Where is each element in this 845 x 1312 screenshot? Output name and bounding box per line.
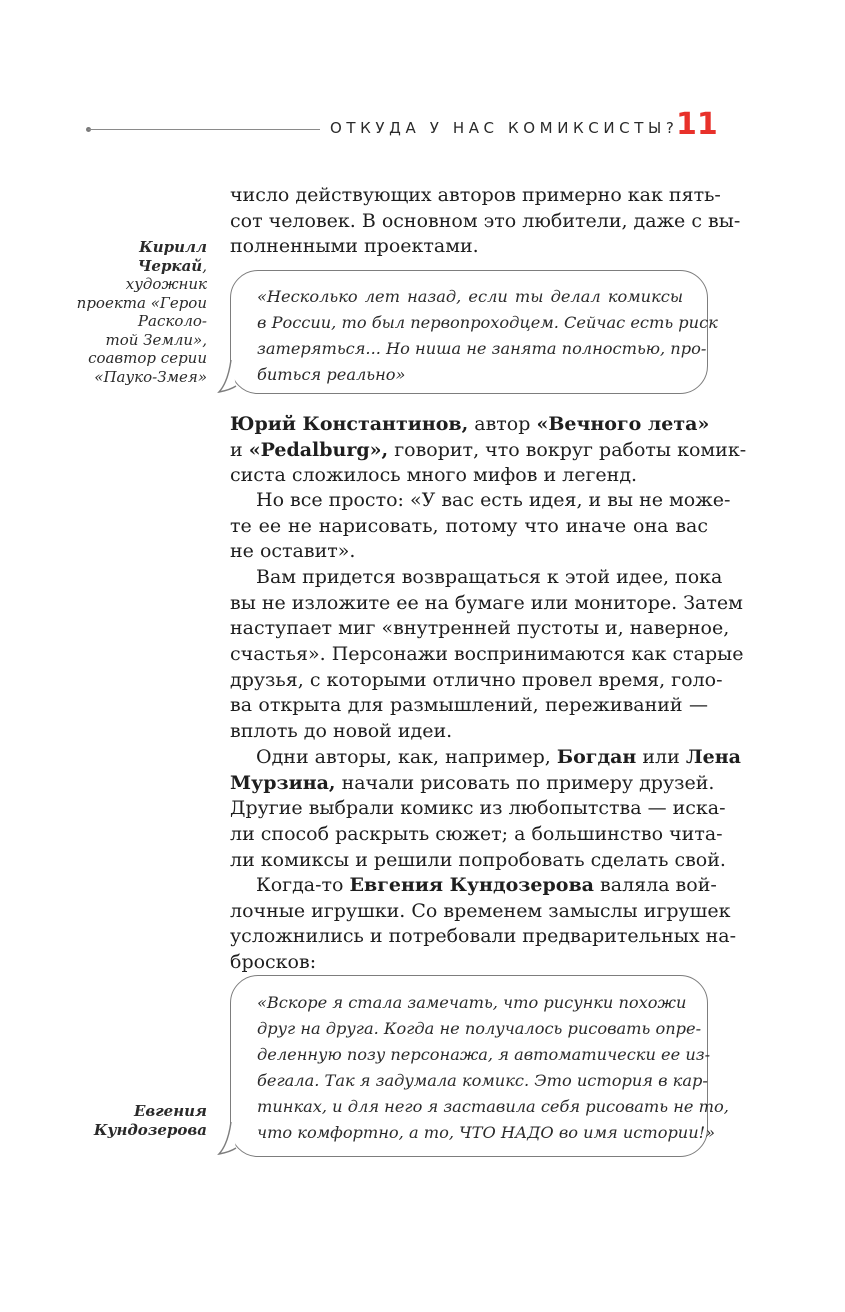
- quote-line: друг на друга. Когда не получалось рисовать опре-: [257, 1019, 702, 1038]
- page-number: 11: [676, 107, 718, 142]
- text-line: Мурзина, начали рисовать по примеру друзей.: [230, 771, 715, 794]
- side-note-desc: художник: [125, 275, 207, 293]
- running-title: ОТКУДА У НАС КОМИКСИСТЫ?: [330, 119, 679, 137]
- text-line: Вам придется возвращаться к этой идее, пока: [256, 566, 723, 588]
- intro-paragraph: [230, 183, 741, 260]
- quote-line: «Несколько лет назад, если ты делал комиксы: [257, 287, 683, 306]
- text-line: вплоть до новой идеи.: [230, 720, 453, 743]
- side-note-surname: Кундозерова: [93, 1120, 207, 1139]
- text-line: счастья». Персонажи воспринимаются как старые: [230, 643, 744, 666]
- quote-line: деленную позу персонажа, я автоматически ее из-: [257, 1045, 711, 1064]
- paragraph: [230, 412, 747, 489]
- text-line: и «Pedalburg», говорит, что вокруг работы комик-: [230, 438, 747, 461]
- header-rule: [88, 129, 320, 130]
- quote-text: [257, 284, 718, 388]
- text-line: ли способ раскрыть сюжет; а большинство чита-: [230, 823, 723, 846]
- quote-line: что комфортно, а то, ЧТО НАДО во имя истории!»: [257, 1123, 716, 1142]
- text-line: вы не изложите ее на бумаге или мониторе. Затем: [230, 591, 743, 614]
- side-note-author: [94, 1102, 207, 1139]
- text-line: лочные игрушки. Со временем замыслы игрушек: [230, 899, 731, 922]
- bubble-tail: [218, 360, 238, 396]
- side-note-comma: ,: [202, 256, 207, 275]
- text-line: бросков:: [230, 951, 317, 974]
- text-line: Когда-то Евгения Кундозерова валяла вой-: [256, 874, 717, 896]
- person-name: Богдан: [556, 746, 637, 768]
- quote-text: [257, 990, 729, 1146]
- person-name: Евгения Кундозерова: [349, 874, 594, 896]
- side-note-desc: проекта «Герои: [76, 293, 207, 312]
- quote-line: затеряться... Но ниша не занята полностью, про-: [257, 339, 707, 358]
- side-note-surname: Черкай: [137, 256, 203, 275]
- text-line: полненными проектами.: [230, 235, 479, 258]
- text-line: Одни авторы, как, например, Богдан или Лена: [256, 746, 741, 768]
- text-line: друзья, с которыми отлично провел время, голо-: [230, 668, 723, 691]
- side-note-name: Евгения: [133, 1102, 207, 1120]
- text-line: те ее не нарисовать, потому что иначе она вас: [230, 514, 708, 537]
- person-name: Мурзина,: [230, 771, 336, 794]
- text-line: Но все просто: «У вас есть идея, и вы не може-: [256, 489, 731, 511]
- text-line: ли комиксы и решили попробовать сделать свой.: [230, 848, 726, 871]
- text-line: Другие выбрали комикс из любопытства — иска-: [230, 797, 726, 820]
- side-note-desc: соавтор серии: [88, 349, 207, 367]
- text-line: систа сложилось много мифов и легенд.: [230, 464, 638, 487]
- text-line: не оставит».: [230, 540, 356, 563]
- work-title: «Pedalburg»,: [248, 438, 389, 461]
- paragraph: [230, 565, 744, 745]
- bubble-tail: [218, 1122, 238, 1158]
- text-line: ва открыта для размышлений, переживаний —: [230, 694, 708, 717]
- quote-line: «Вскоре я стала замечать, что рисунки похожи: [257, 993, 687, 1012]
- text-line: усложнились и потребовали предварительных на-: [230, 925, 737, 948]
- side-note-desc: Расколо-: [137, 312, 207, 330]
- quote-line: бегала. Так я задумала комикс. Это история в кар-: [257, 1071, 708, 1090]
- work-title: «Вечного лета»: [536, 413, 710, 435]
- text-line: число действующих авторов примерно как пять-: [230, 184, 721, 206]
- person-name: Лена: [685, 746, 741, 768]
- side-note-desc: «Пауко-Змея»: [94, 367, 207, 386]
- quote-bubble: [230, 975, 729, 1157]
- quote-line: в России, то был первопроходцем. Сейчас есть риск: [257, 313, 718, 332]
- text-line: сот человек. В основном это любители, даже с вы-: [230, 209, 741, 232]
- quote-bubble: [230, 270, 718, 394]
- paragraph: [230, 873, 737, 976]
- side-note-author: [77, 238, 207, 386]
- quote-line: биться реально»: [257, 365, 406, 384]
- person-name: Юрий Константинов,: [230, 413, 469, 435]
- text-line: наступает миг «внутренней пустоты и, наверное,: [230, 617, 730, 640]
- text-line: Юрий Константинов, автор «Вечного лета»: [230, 413, 710, 435]
- side-note-name: Кирилл: [139, 238, 207, 256]
- quote-line: тинках, и для него я заставила себя рисовать не то,: [257, 1097, 729, 1116]
- side-note-desc: той Земли»,: [105, 330, 207, 349]
- paragraph: [230, 488, 731, 565]
- paragraph: [230, 745, 741, 873]
